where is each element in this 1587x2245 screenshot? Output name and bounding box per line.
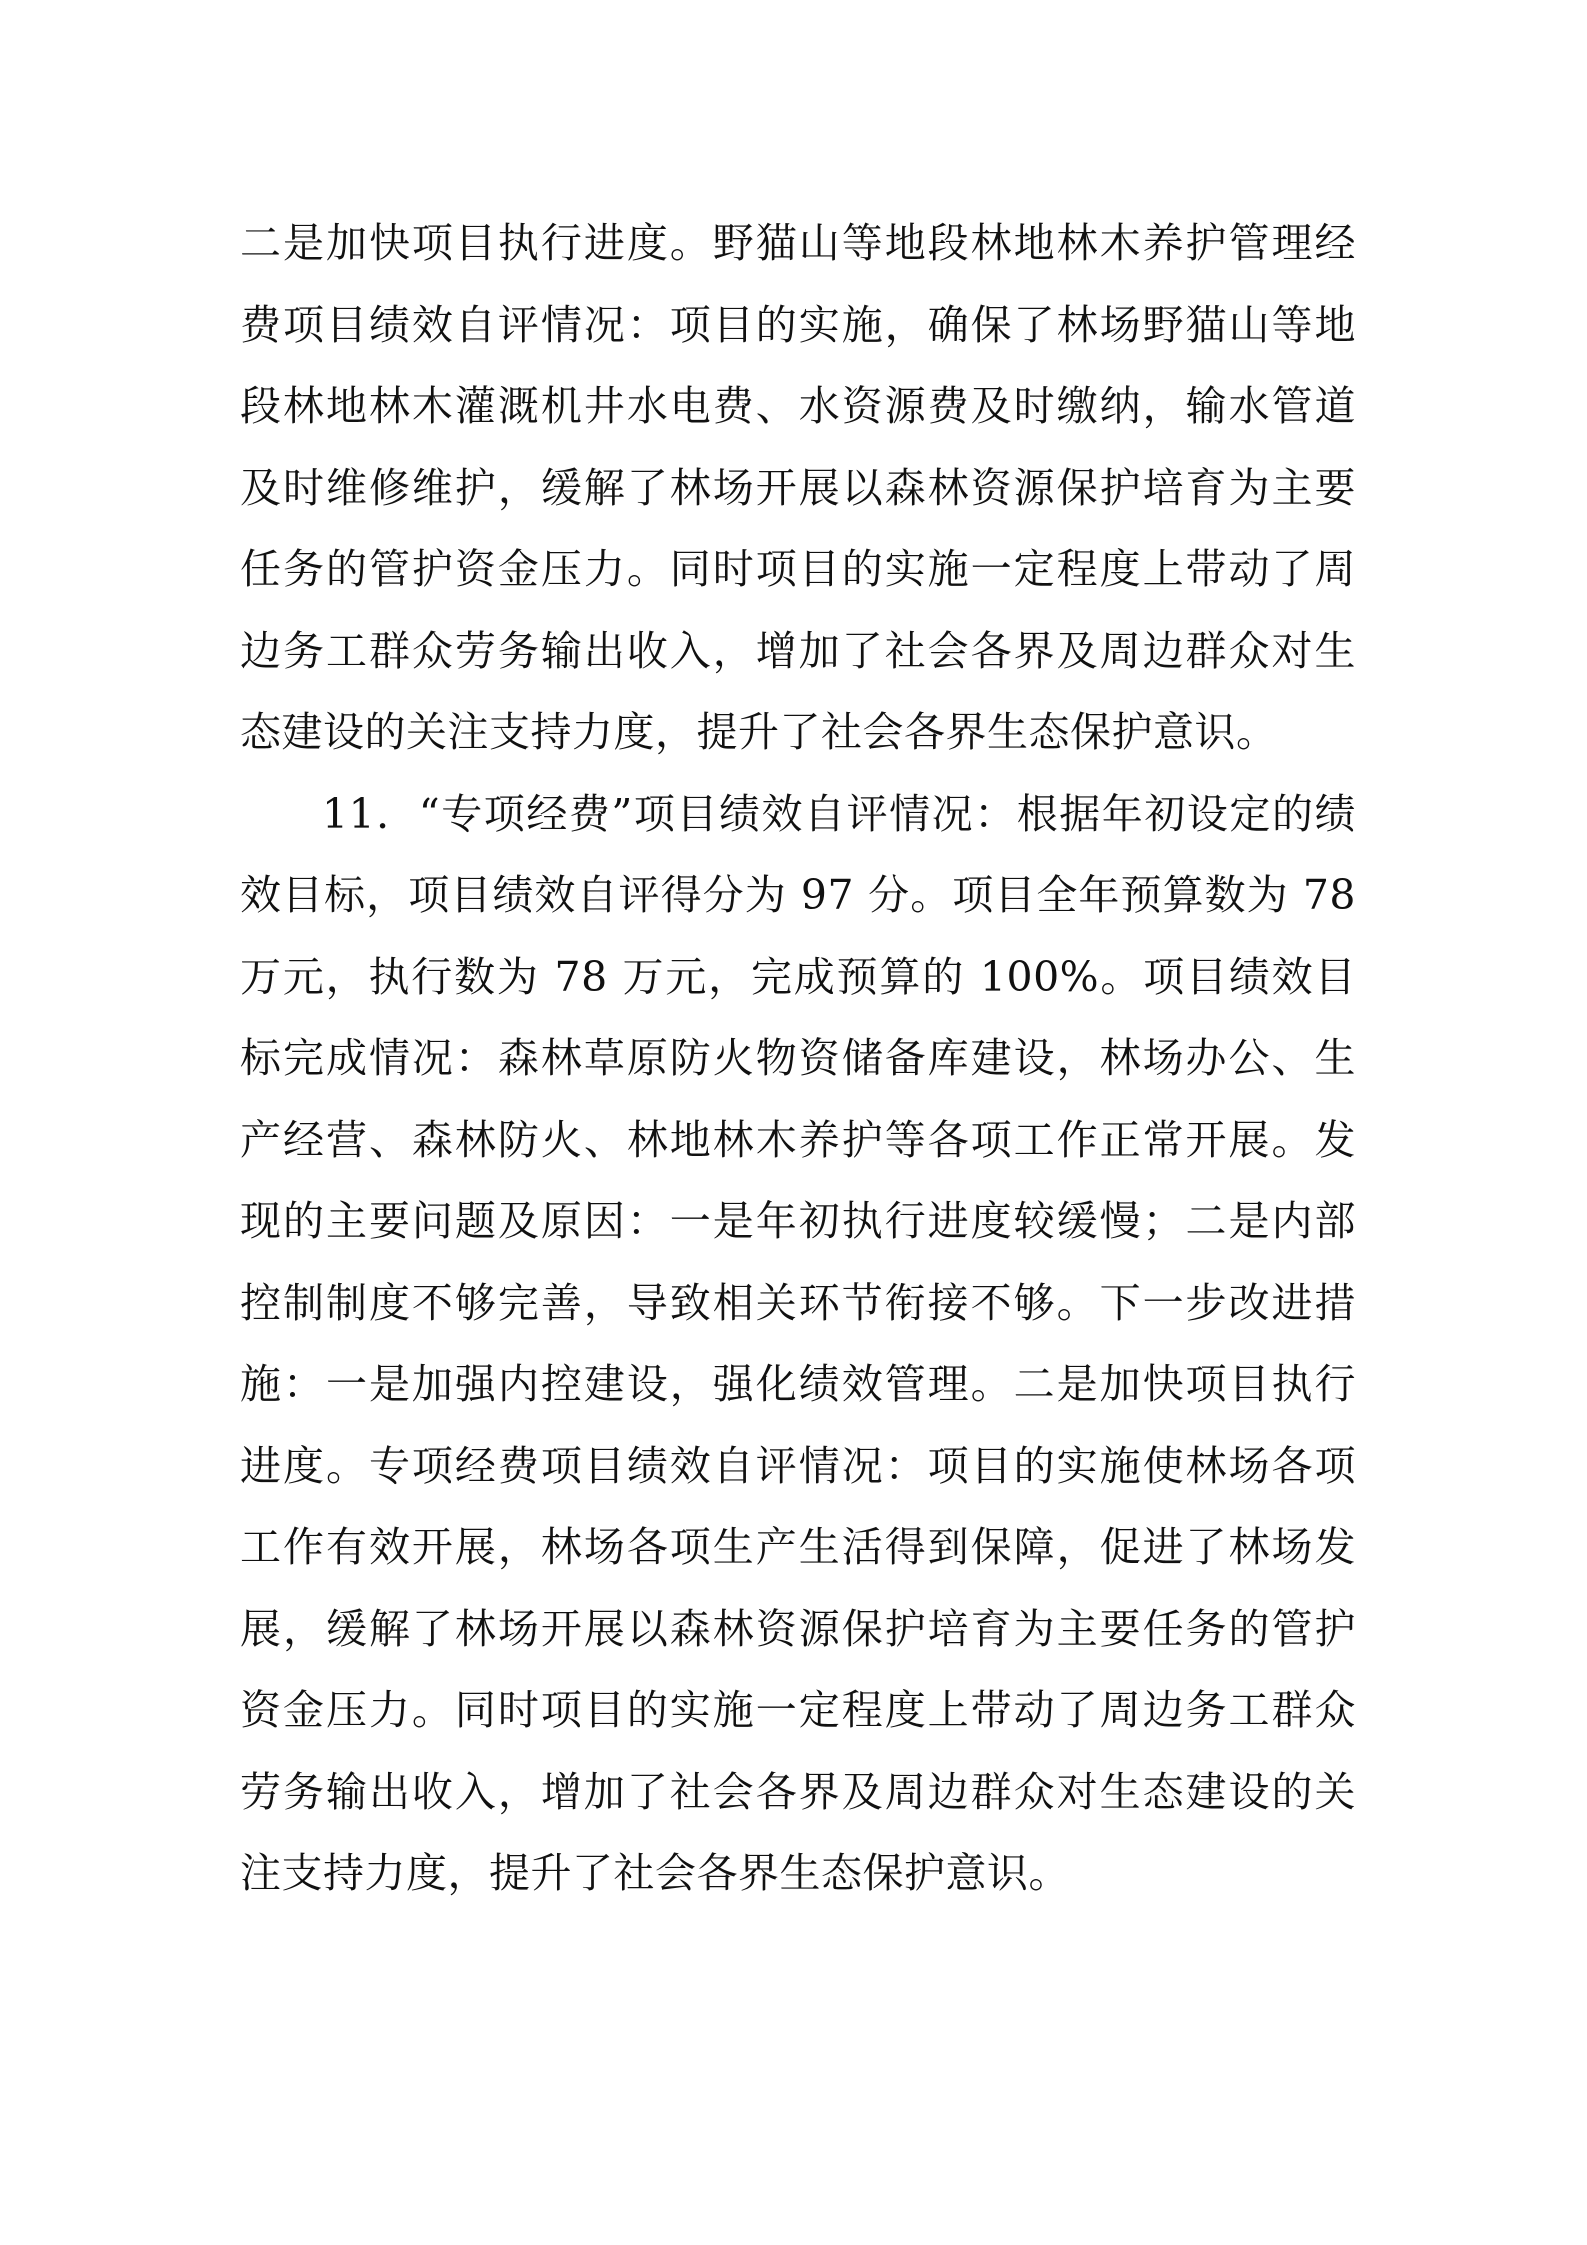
document-body: [240, 203, 1356, 1915]
paragraph-continuation: 二是加快项目执行进度。野猫山等地段林地林木养护管理经费项目绩效自评情况：项目的实施，确保了林场野猫山等地段林地林木灌溉机井水电费、水资源费及时缴纳，输水管道及时维修维护，缓解了林场开展以森林资源保护培育为主要任务的管护资金压力。同时项目的实施一定程度上带动了周边务工群众劳务输出收入，增加了社会各界及周边群众对生态建设的关注支持力度，提升了社会各界生态保护意识。: [240, 219, 1356, 756]
paragraph-special-funds: 11．“专项经费”项目绩效自评情况：根据年初设定的绩效目标，项目绩效自评得分为 97 分。项目全年预算数为 78 万元，执行数为 78 万元，完成预算的 100%。项目绩效目标完成情况：森林草原防火物资储备库建设，林场办公、生产经营、森林防火、林地林木养护等各项工作正常开展。发现的主要问题及原因：一是年初执行进度较缓慢；二是内部控制制度不够完善，导致相关环节衔接不够。下一步改进措施：一是加强内控建设，强化绩效管理。二是加快项目执行进度。专项经费项目绩效自评情况：项目的实施使林场各项工作有效开展，林场各项生产生活得到保障，促进了林场发展，缓解了林场开展以森林资源保护培育为主要任务的管护资金压力。同时项目的实施一定程度上带动了周边务工群众劳务输出收入，增加了社会各界及周边群众对生态建设的关注支持力度，提升了社会各界生态保护意识。: [240, 789, 1356, 1897]
